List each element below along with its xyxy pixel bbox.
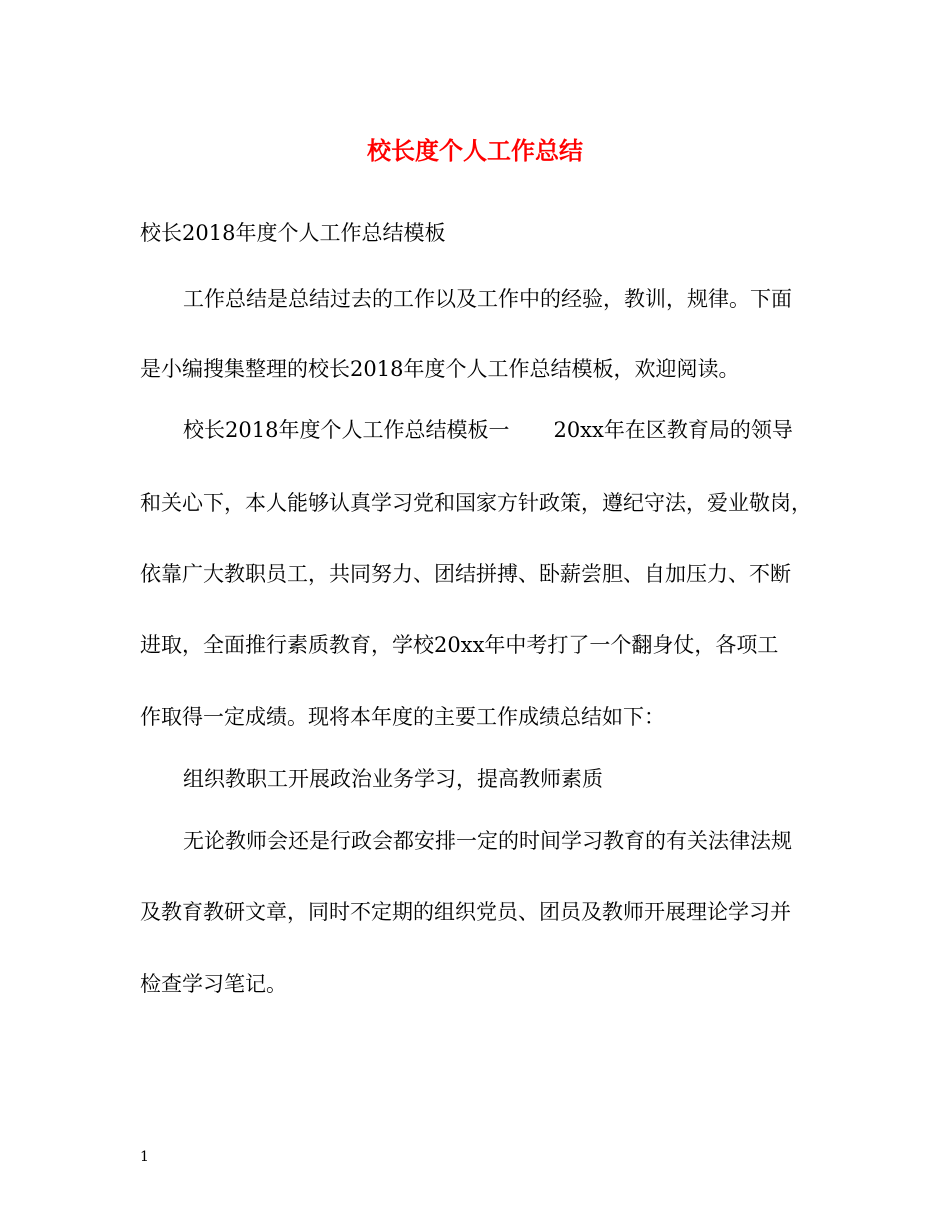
paragraph-line: 检查学习笔记。 xyxy=(140,972,287,996)
paragraph-line-part: 校长2018年度个人工作总结模板一 xyxy=(183,418,510,442)
document-title: 校长度个人工作总结 xyxy=(367,136,583,165)
paragraph-line: 及教育教研文章，同时不定期的组织党员、团员及教师开展理论学习并 xyxy=(140,900,791,924)
paragraph-line: 是小编搜集整理的校长2018年度个人工作总结模板，欢迎阅读。 xyxy=(140,357,740,381)
paragraph-line: 和关心下，本人能够认真学习党和国家方针政策，遵纪守法，爱业敬岗， xyxy=(140,491,812,515)
paragraph-line: 作取得一定成绩。现将本年度的主要工作成绩总结如下： xyxy=(140,705,665,729)
paragraph-line xyxy=(183,415,793,445)
paragraph-line-part: 20xx年在区教育局的领导 xyxy=(553,418,793,442)
page-number: 1 xyxy=(140,1149,149,1165)
section-heading: 组织教职工开展政治业务学习，提高教师素质 xyxy=(183,767,603,791)
paragraph-line: 依靠广大教职员工，共同努力、团结拼搏、卧薪尝胆、自加压力、不断 xyxy=(140,562,791,586)
subtitle-line: 校长2018年度个人工作总结模板 xyxy=(140,221,446,245)
paragraph-line: 无论教师会还是行政会都安排一定的时间学习教育的有关法律法规 xyxy=(183,829,792,853)
paragraph-line: 工作总结是总结过去的工作以及工作中的经验，教训，规律。下面 xyxy=(183,287,792,311)
paragraph-line: 进取，全面推行素质教育，学校20xx年中考打了一个翻身仗，各项工 xyxy=(140,633,779,657)
